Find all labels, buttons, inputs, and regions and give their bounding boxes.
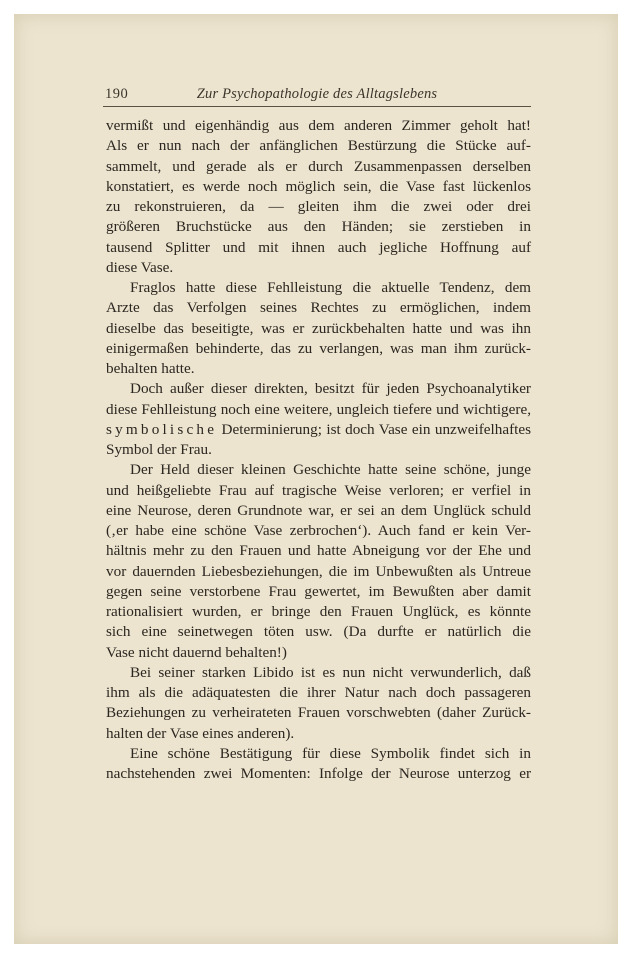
text-line: rationalisiert wurden, er bringe den Frauen Unglück, es könnte [106,603,531,620]
page-number: 190 [105,86,129,102]
text-line: (‚er habe eine schöne Vase zerbrochen‘). Auch fand er kein Ver- [106,522,531,539]
running-title: Zur Psychopathologie des Alltagslebens [196,86,438,102]
text-line [106,420,531,440]
text-line: tausend Splitter und mit ihnen auch jegliche Hoffnung auf [106,238,531,256]
text-line: Bei seiner starken Libido ist es nun nicht verwunderlich, daß [130,663,531,681]
text-line: Eine schöne Bestätigung für diese Symbolik findet sich in [130,744,531,762]
text-line: vor dauernden Liebesbeziehungen, die im Unbewußten als Untreue [106,562,531,580]
text-line: Doch außer dieser direkten, besitzt für jeden Psychoanalytiker [130,380,531,398]
line-rest: Determinierung; ist doch Vase ein unzweifelhaftes [217,420,531,438]
body-text [106,116,531,784]
text-line: hältnis mehr zu den Frauen und hatte Abneigung vor der Ehe und [106,542,531,560]
text-line: Beziehungen zu verheirateten Frauen vorschwebten (daher Zurück- [106,704,531,722]
text-line: sammelt, und gerade als er durch Zusammenpassen derselben [106,157,531,175]
text-line: halten der Vase eines anderen). [106,724,295,742]
text-line: diese Fehlleistung noch eine weitere, ungleich tiefere und wichtigere, [106,400,531,418]
text-line: eine Neurose, deren Grundnote war, er sei an dem Unglück schuld [106,501,531,519]
header-rule [103,106,531,107]
text-line: ihm als die adäquatesten die ihrer Natur nach doch passageren [106,684,531,701]
text-line: konstatiert, es werde noch möglich sein, die Vase fast lückenlos [106,177,531,195]
text-line: sich eine seinetwegen töten usw. (Da durfte er natürlich die [106,623,531,641]
text-line: Als er nun nach der anfänglichen Bestürzung die Stücke auf- [106,137,531,155]
text-line: Symbol der Frau. [106,441,212,458]
emphasized-word: symbolische [106,420,218,438]
text-line: Vase nicht dauernd behalten!) [106,643,287,661]
text-line: diese Vase. [106,258,174,276]
text-line: und heißgeliebte Frau auf tragische Weise verloren; er verfiel in [106,481,531,499]
text-line: nachstehenden zwei Momenten: Infolge der Neurose unterzog er [106,765,531,782]
text-line: einigermaßen behinderte, das zu verlangen, was man ihm zurück- [106,339,531,357]
text-line: gegen seine verstorbene Frau gewertet, im Bewußten aber damit [106,582,531,600]
text-line: behalten hatte. [106,360,195,377]
text-line: größeren Bruchstücke aus den Händen; sie zerstieben in [106,218,531,236]
text-line: zu rekonstruieren, da — gleiten ihm die zwei oder drei [106,198,531,215]
running-head [103,86,531,104]
text-line: dieselbe das beseitigte, was er zurückbehalten hatte und was ihn [106,319,531,337]
text-line: Arzte das Verfolgen seines Rechtes zu ermöglichen, indem [106,299,531,317]
text-line: Der Held dieser kleinen Geschichte hatte seine schöne, junge [130,461,531,479]
text-line: Fraglos hatte diese Fehlleistung die aktuelle Tendenz, dem [130,279,531,296]
text-line: vermißt und eigenhändig aus dem anderen Zimmer geholt hat! [106,117,531,134]
